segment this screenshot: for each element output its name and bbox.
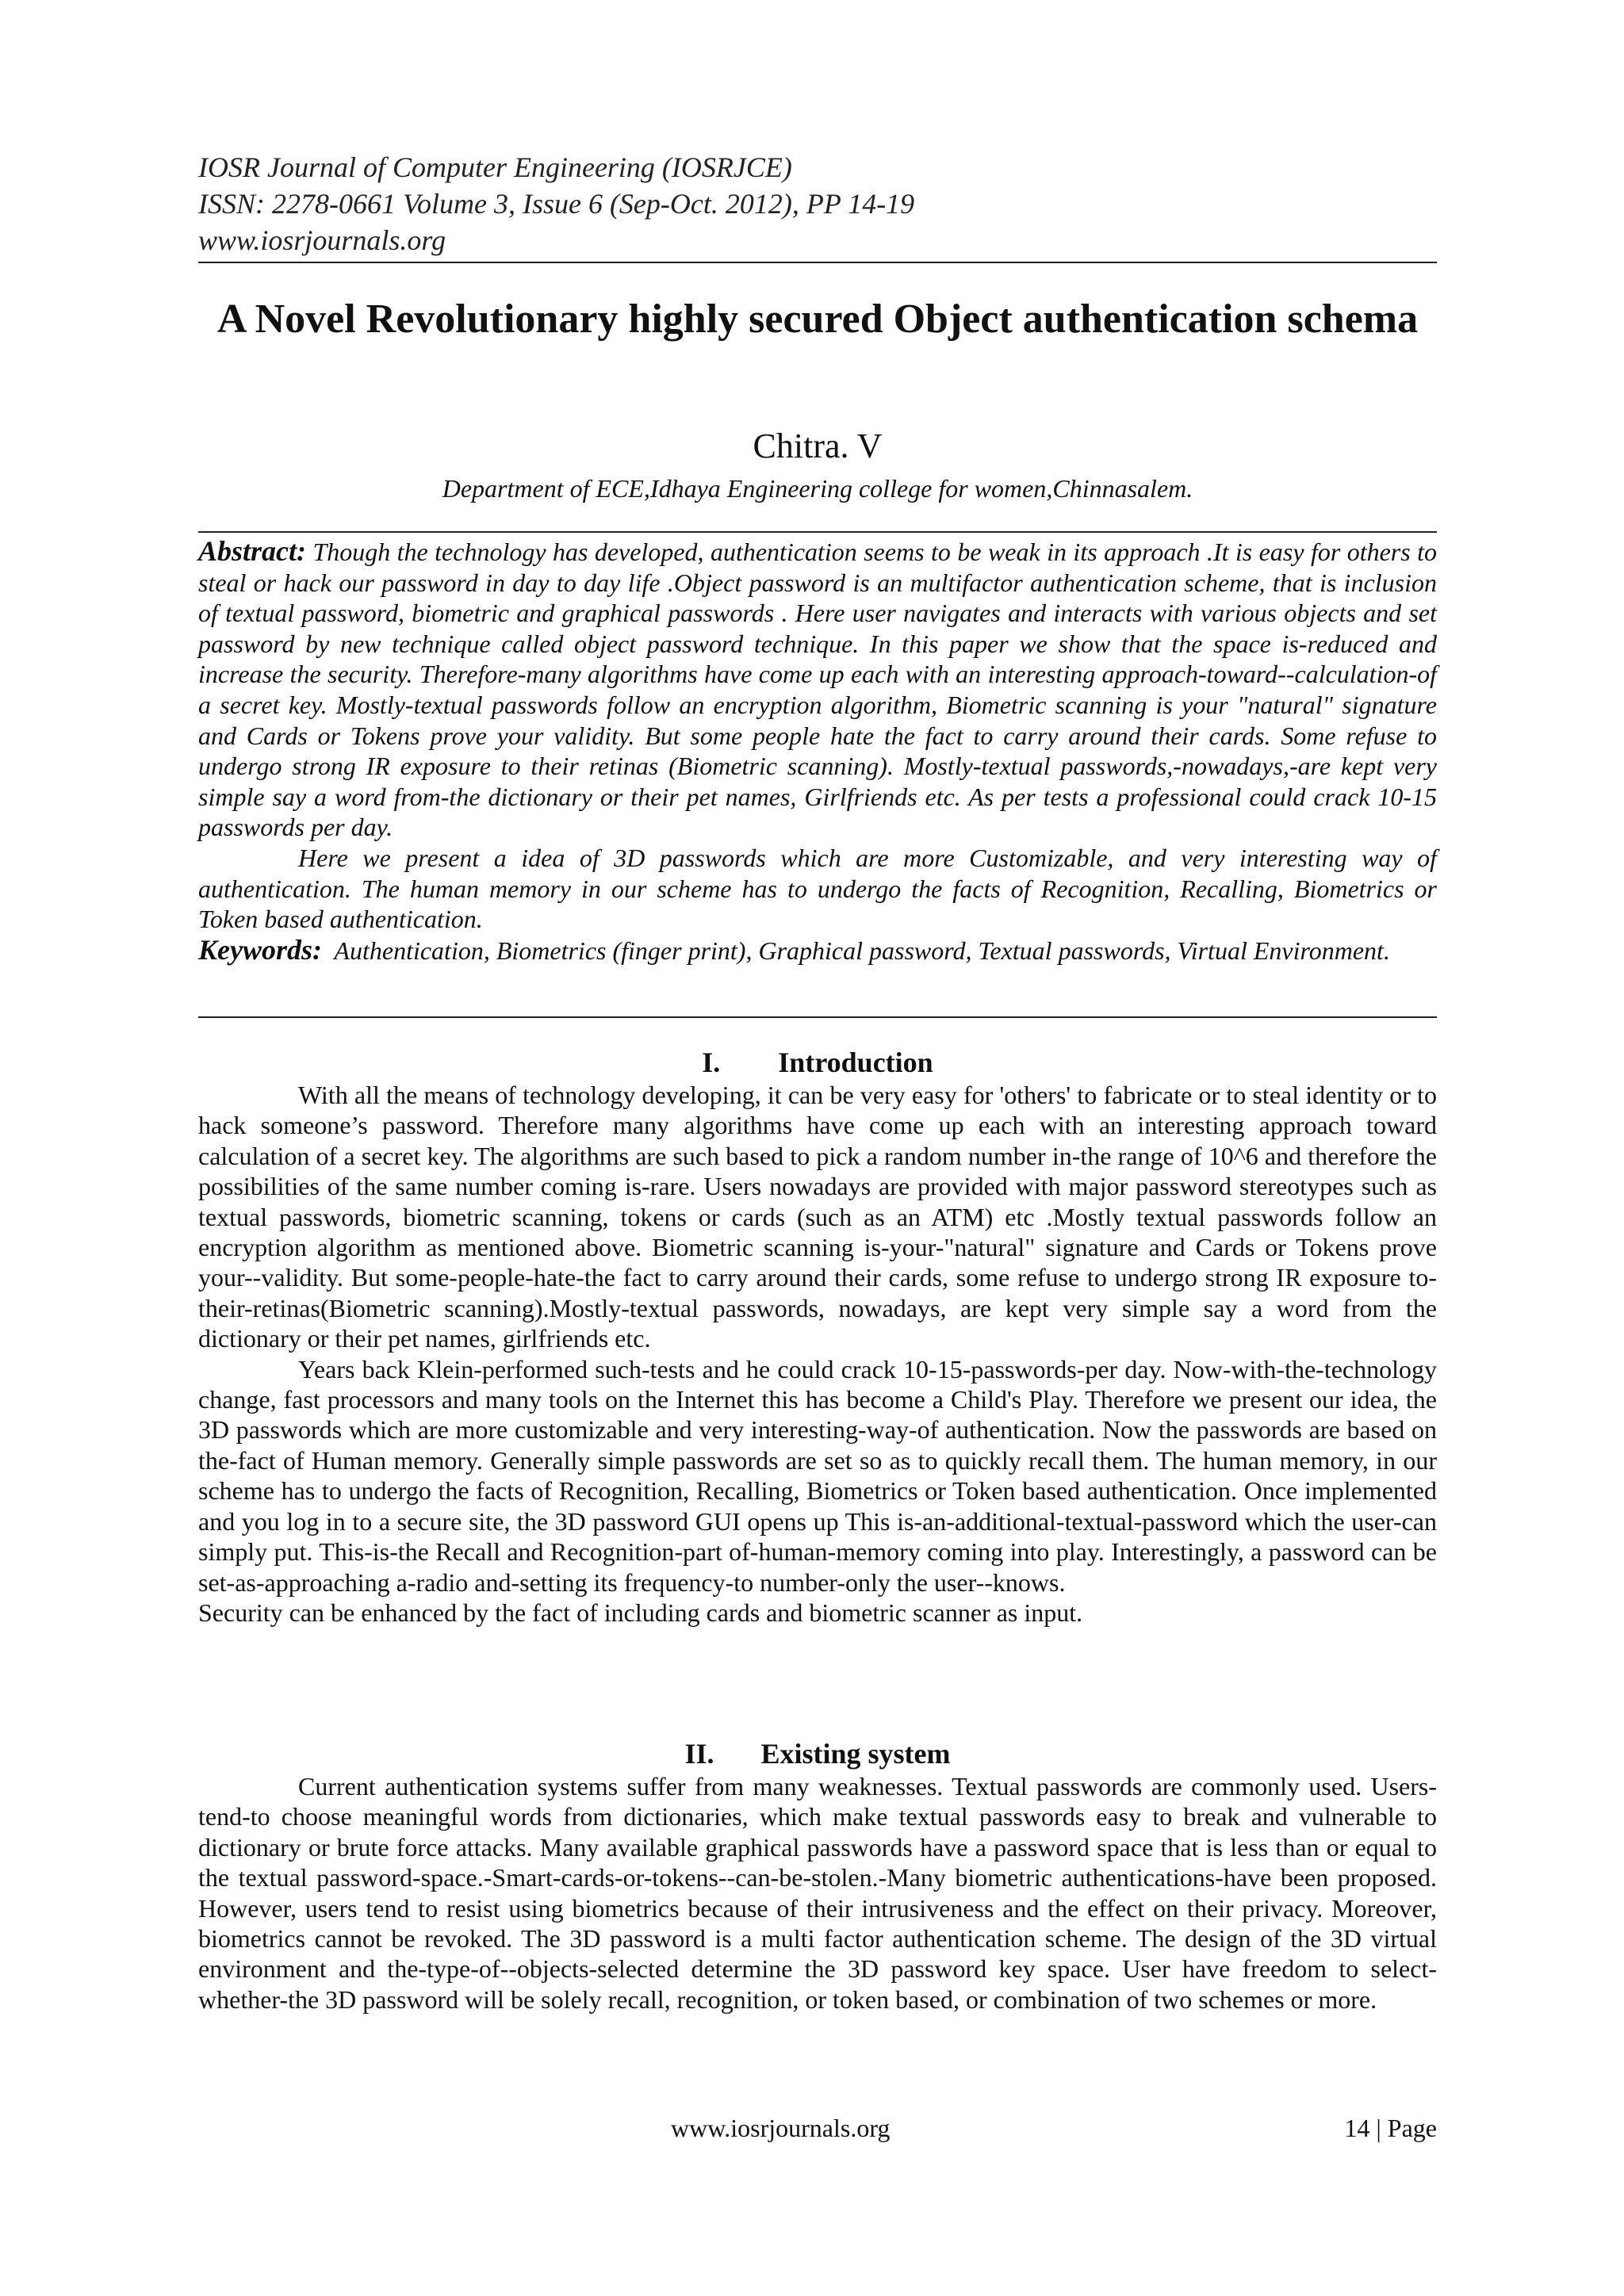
abstract-paragraph-2: Here we present a idea of 3D passwords which are more Customizable, and very interesting way of authentication. The human memory in our scheme has to undergo the facts of Recognition, Recalling, Biometrics or Token based authentication. bbox=[198, 843, 1437, 934]
abstract-bottom-rule bbox=[198, 1016, 1437, 1018]
section-number: II. bbox=[684, 1738, 714, 1770]
section-body-introduction bbox=[198, 1080, 1437, 1628]
section-heading-existing-system bbox=[198, 1736, 1437, 1771]
author-name: Chitra. V bbox=[753, 427, 883, 465]
keywords-text: Authentication, Biometrics (finger print), Graphical password, Textual passwords, Virtual Environment. bbox=[334, 936, 1390, 965]
existing-paragraph-1: Current authentication systems suffer from many weaknesses. Textual passwords are commonly used. Users-tend-to choose meaningful words from dictionaries, which make textual passwords easy to break and vulnerable to dictionary or brute force attacks. Many available graphical passwords have a password space that is less than or equal to the textual password-space.-Smart-cards-or-tokens--can-be-stolen.-Many biometric authentications-have been proposed. However, users tend to resist using biometrics because of their intrusiveness and the effect on their privacy. Moreover, biometrics cannot be revoked. The 3D password is a multi factor authentication scheme. The design of the 3D virtual environment and the-type-of--objects-selected determine the 3D password key space. User have freedom to select-whether-the 3D password will be solely recall, recognition, or token based, or combination of two schemes or more. bbox=[198, 1772, 1437, 2014]
journal-name: IOSR Journal of Computer Engineering (IOSRJCE) bbox=[198, 151, 792, 183]
intro-paragraph-1: With all the means of technology developing, it can be very easy for 'others' to fabricate or to steal identity or to hack someone’s password. Therefore many algorithms have come up each with an interesting approach toward calculation of a secret key. The algorithms are such based to pick a random number in-the range of 10^6 and therefore the possibilities of the same number coming is-rare. Users nowadays are provided with major password stereotypes such as textual passwords, biometric scanning, tokens or cards (such as an ATM) etc .Mostly textual passwords follow an encryption algorithm as mentioned above. Biometric scanning is-your-"natural" signature and Cards or Tokens prove your--validity. But some-people-hate-the fact to carry around their cards, some refuse to undergo strong IR exposure to-their-retinas(Biometric scanning).Mostly-textual passwords, nowadays, are kept very simple say a word from the dictionary or their pet names, girlfriends etc. bbox=[198, 1081, 1437, 1353]
journal-website[interactable]: www.iosrjournals.org bbox=[198, 224, 446, 256]
header-rule bbox=[198, 262, 1437, 263]
section-body-existing-system bbox=[198, 1771, 1437, 2015]
running-header bbox=[198, 149, 1437, 258]
author-affiliation: Department of ECE,Idhaya Engineering college for women,Chinnasalem. bbox=[442, 474, 1193, 503]
abstract-block bbox=[198, 536, 1437, 966]
section-title: Existing system bbox=[760, 1738, 951, 1770]
section-number: I. bbox=[702, 1047, 721, 1078]
section-heading-introduction bbox=[198, 1045, 1437, 1080]
keywords-label: Keywords: bbox=[198, 933, 322, 966]
paper-title: A Novel Revolutionary highly secured Object authentication schema bbox=[216, 297, 1419, 342]
journal-issn: ISSN: 2278-0661 Volume 3, Issue 6 (Sep-Oct. 2012), PP 14-19 bbox=[198, 188, 915, 220]
abstract-top-rule bbox=[198, 531, 1437, 533]
footer-website[interactable]: www.iosrjournals.org bbox=[671, 2114, 891, 2142]
section-title: Introduction bbox=[778, 1047, 933, 1078]
abstract-label: Abstract: bbox=[198, 535, 307, 567]
intro-paragraph-2: Years back Klein-performed such-tests and he could crack 10-15-passwords-per day. Now-with-the-technology change, fast processors and many tools on the Internet this has become a Child's Play. Therefore we present our idea, the 3D passwords which are more customizable and very interesting-way-of authentication. Now the passwords are based on the-fact of Human memory. Generally simple passwords are set so as to quickly recall them. The human memory, in our scheme has to undergo the facts of Recognition, Recalling, Biometrics or Token based authentication. Once implemented and you log in to a secure site, the 3D password GUI opens up This is-an-additional-textual-password which the user-can simply put. This-is-the Recall and Recognition-part of-human-memory coming into play. Interestingly, a password can be set-as-approaching a-radio and-setting its frequency-to number-only the user--knows. bbox=[198, 1354, 1437, 1597]
intro-paragraph-3: Security can be enhanced by the fact of including cards and biometric scanner as input. bbox=[198, 1598, 1083, 1627]
abstract-paragraph-1: Though the technology has developed, authentication seems to be weak in its approach .It is easy for others to steal or hack our password in day to day life .Object password is an multifactor authentication scheme, that is inclusion of textual password, biometric and graphical passwords . Here user navigates and interacts with various objects and set password by new technique called object password technique. In this paper we show that the space is-reduced and increase the security. Therefore-many algorithms have come up each with an interesting approach-toward--calculation-of a secret key. Mostly-textual passwords follow an encryption algorithm, Biometric scanning is your "natural" signature and Cards or Tokens prove your validity. But some people hate the fact to carry around their cards. Some refuse to undergo strong IR exposure to their retinas (Biometric scanning). Mostly-textual passwords,-nowadays,-are kept very simple say a word from-the dictionary or their pet names, Girlfriends etc. As per tests a professional could crack 10-15 passwords per day. bbox=[198, 538, 1438, 842]
footer-page-number: 14 | Page bbox=[1344, 2114, 1437, 2142]
